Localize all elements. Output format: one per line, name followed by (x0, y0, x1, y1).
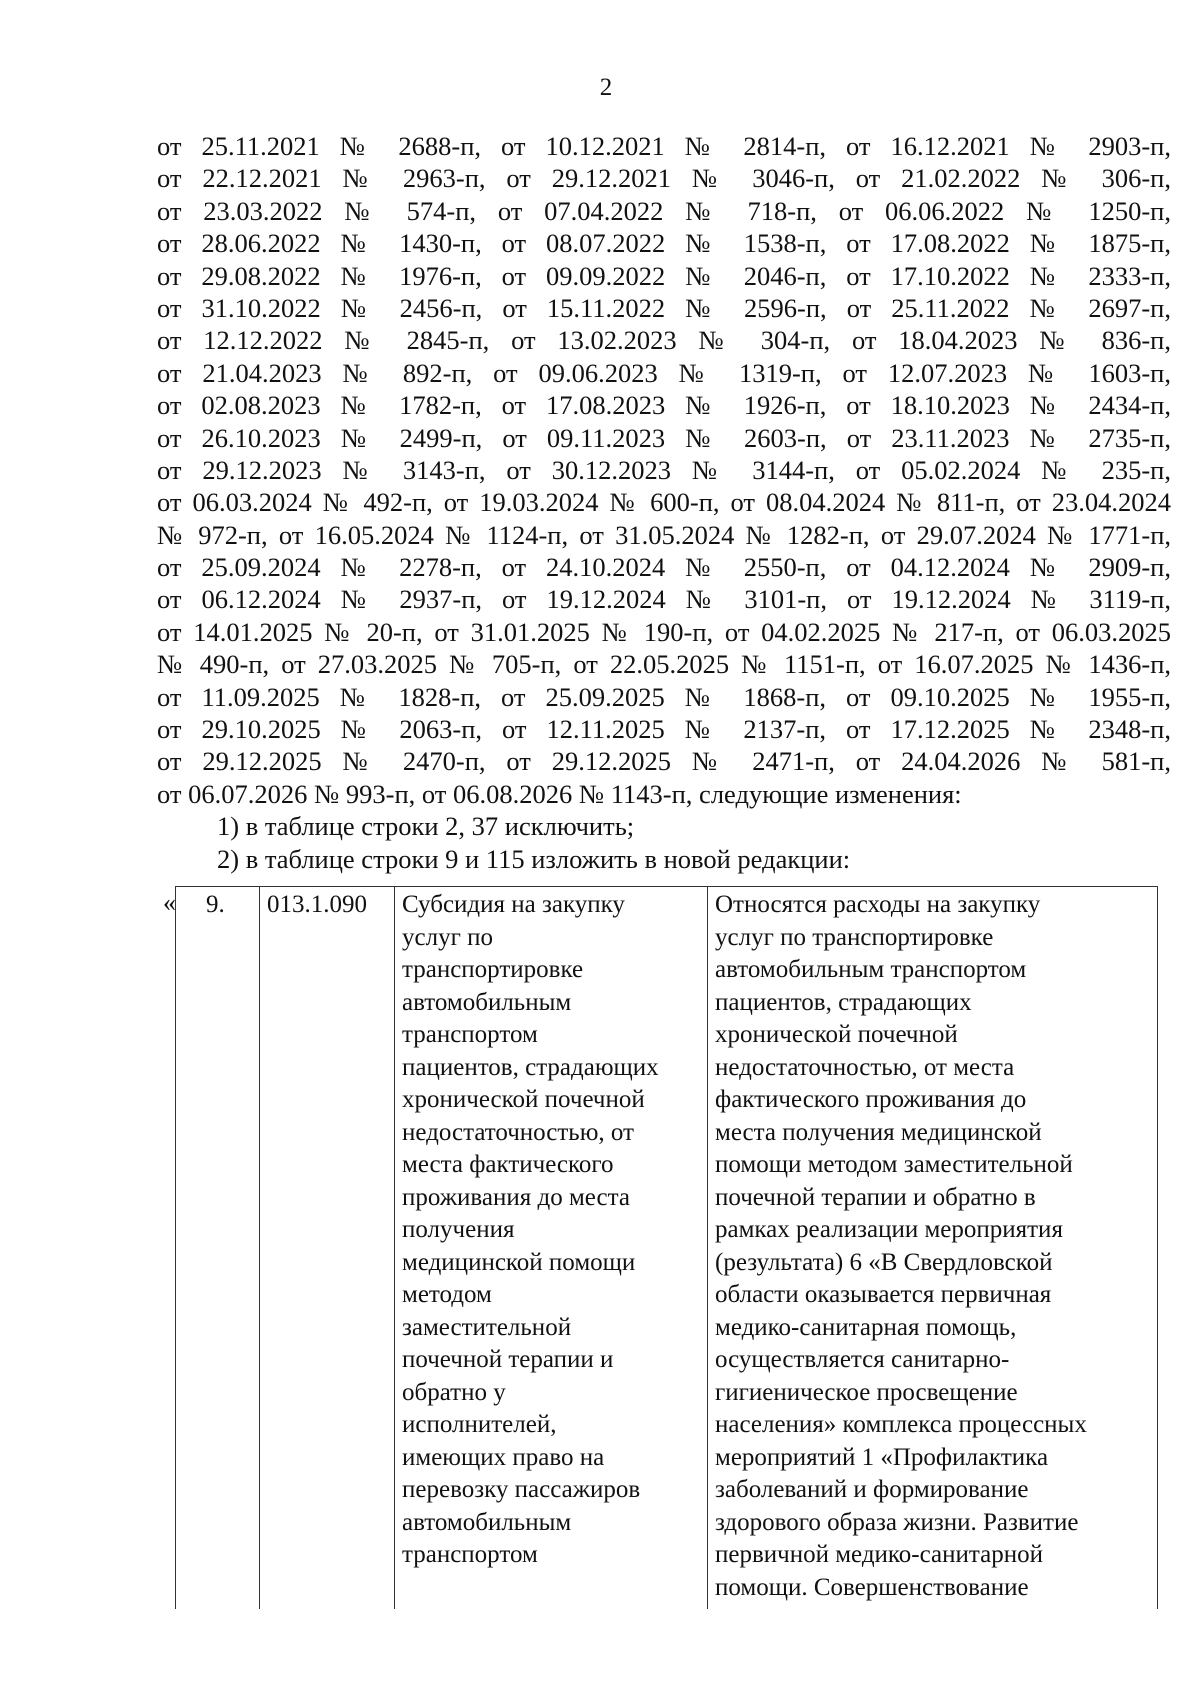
description-line: гигиеническое просвещение (715, 1378, 1018, 1406)
description-line: услуг по транспортировке (715, 923, 994, 951)
description-line: медико-санитарная помощь, (715, 1313, 1017, 1341)
paragraph-line: от 14.01.2025 № 20-п, от 31.01.2025 № 190-п, от 04.02.2025 № 217-п, от 06.03.2025 (157, 616, 1171, 647)
name-line: почечной терапии и (402, 1346, 614, 1373)
name-line: недостаточностью, от (402, 1118, 634, 1146)
description-line: области оказывается первичная (715, 1281, 1052, 1308)
description-line: рамках реализации мероприятия (715, 1216, 1063, 1243)
paragraph-line: от 23.03.2022 № 574-п, от 07.04.2022 № 718-п, от 06.06.2022 № 1250-п, (157, 195, 1171, 226)
paragraph-line: от 12.12.2022 № 2845-п, от 13.02.2023 № 304-п, от 18.04.2023 № 836-п, (157, 325, 1171, 356)
description-line: (результата) 6 «В Свердловской (715, 1248, 1053, 1276)
paragraph-line: от 29.12.2023 № 3143-п, от 30.12.2023 № 3144-п, от 05.02.2024 № 235-п, (157, 454, 1171, 485)
description-line: здорового образа жизни. Развитие (715, 1508, 1079, 1536)
paragraph-line: от 22.12.2021 № 2963-п, от 29.12.2021 № 3046-п, от 21.02.2022 № 306-п, (157, 163, 1171, 194)
name-line: транспортировке (402, 956, 584, 983)
page-number: 2 (599, 74, 613, 101)
name-line: методом (402, 1281, 492, 1308)
list-item-exclude-rows: 1) в таблице строки 2, 37 исключить; (217, 811, 635, 842)
description-line: хронической почечной (715, 1021, 958, 1048)
paragraph-line: от 06.07.2026 № 993-п, от 06.08.2026 № 1143-п, следующие изменения: (157, 778, 962, 809)
paragraph-line: от 26.10.2023 № 2499-п, от 09.11.2023 № 2603-п, от 23.11.2023 № 2735-п, (157, 422, 1171, 453)
name-line: исполнителей, (402, 1411, 557, 1438)
name-line: получения (402, 1216, 515, 1243)
description-line: осуществляется санитарно- (715, 1346, 1010, 1373)
name-line: транспортом (402, 1541, 538, 1568)
name-line: обратно у (402, 1378, 506, 1406)
name-line: автомобильным (402, 988, 572, 1016)
description-line: почечной терапии и обратно в (715, 1183, 1036, 1211)
name-line: автомобильным (402, 1508, 572, 1536)
paragraph-line: от 28.06.2022 № 1430-п, от 08.07.2022 № 1538-п, от 17.08.2022 № 1875-п, (157, 228, 1171, 259)
list-item-restate-rows: 2) в таблице строки 9 и 115 изложить в новой редакции: (217, 843, 851, 874)
paragraph-line: от 02.08.2023 № 1782-п, от 17.08.2023 № 1926-п, от 18.10.2023 № 2434-п, (157, 390, 1171, 421)
row-number-cell: 9. (176, 887, 260, 1610)
amendment-paragraph (157, 130, 1171, 875)
row-name-cell (395, 887, 708, 1610)
paragraph-line: № 972-п, от 16.05.2024 № 1124-п, от 31.05.2024 № 1282-п, от 29.07.2024 № 1771-п, (157, 519, 1171, 550)
name-line: пациентов, страдающих (402, 1053, 659, 1081)
description-line: первичной медико-санитарной (715, 1541, 1043, 1568)
description-line: мероприятий 1 «Профилактика (715, 1443, 1049, 1471)
name-line: хронической почечной (402, 1086, 645, 1113)
description-line: места получения медицинской (715, 1118, 1042, 1146)
name-line: места фактического (402, 1151, 614, 1178)
paragraph-line: от 11.09.2025 № 1828-п, от 25.09.2025 № 1868-п, от 09.10.2025 № 1955-п, (157, 681, 1171, 712)
name-line: транспортом (402, 1021, 538, 1048)
name-line: заместительной (402, 1313, 572, 1341)
name-line: медицинской помощи (402, 1248, 636, 1276)
description-line: помощи. Совершенствование (715, 1573, 1029, 1601)
opening-quote-mark: « (163, 888, 176, 917)
paragraph-line: от 21.04.2023 № 892-п, от 09.06.2023 № 1319-п, от 12.07.2023 № 1603-п, (157, 357, 1171, 388)
description-line: Относятся расходы на закупку (715, 891, 1041, 918)
paragraph-line: от 06.03.2024 № 492-п, от 19.03.2024 № 600-п, от 08.04.2024 № 811-п, от 23.04.2024 (157, 487, 1171, 518)
description-line: заболеваний и формирование (715, 1476, 1029, 1503)
paragraph-line: № 490-п, от 27.03.2025 № 705-п, от 22.05.2025 № 1151-п, от 16.07.2025 № 1436-п, (157, 649, 1171, 680)
description-line: недостаточностью, от места (715, 1053, 1015, 1081)
paragraph-line: от 25.11.2021 № 2688-п, от 10.12.2021 № 2814-п, от 16.12.2021 № 2903-п, (157, 131, 1171, 161)
name-line: проживания до места (402, 1183, 630, 1211)
paragraph-line: от 29.08.2022 № 1976-п, от 09.09.2022 № 2046-п, от 17.10.2022 № 2333-п, (157, 260, 1171, 291)
paragraph-line: от 06.12.2024 № 2937-п, от 19.12.2024 № 3101-п, от 19.12.2024 № 3119-п, (157, 584, 1171, 615)
paragraph-line: от 25.09.2024 № 2278-п, от 24.10.2024 № 2550-п, от 04.12.2024 № 2909-п, (157, 552, 1171, 583)
description-line: помощи методом заместительной (715, 1151, 1073, 1178)
name-line: имеющих право на (402, 1443, 605, 1471)
name-line: услуг по (402, 923, 493, 951)
description-line: населения» комплекса процессных (715, 1411, 1087, 1438)
row-code-cell: 013.1.090 (260, 887, 395, 1610)
table-row (176, 887, 1158, 1610)
paragraph-line: от 29.10.2025 № 2063-п, от 12.11.2025 № 2137-п, от 17.12.2025 № 2348-п, (157, 714, 1171, 745)
paragraph-line: от 31.10.2022 № 2456-п, от 15.11.2022 № 2596-п, от 25.11.2022 № 2697-п, (157, 292, 1171, 323)
description-line: автомобильным транспортом (715, 956, 1027, 983)
name-line: перевозку пассажиров (402, 1476, 641, 1503)
description-line: фактического проживания до (715, 1086, 1027, 1113)
name-line: Субсидия на закупку (402, 891, 625, 918)
description-line: пациентов, страдающих (715, 988, 972, 1016)
amendment-table (175, 886, 1158, 1610)
page-bottom-margin (175, 1609, 1165, 1697)
paragraph-line: от 29.12.2025 № 2470-п, от 29.12.2025 № 2471-п, от 24.04.2026 № 581-п, (157, 746, 1171, 777)
row-description-cell (708, 887, 1158, 1610)
